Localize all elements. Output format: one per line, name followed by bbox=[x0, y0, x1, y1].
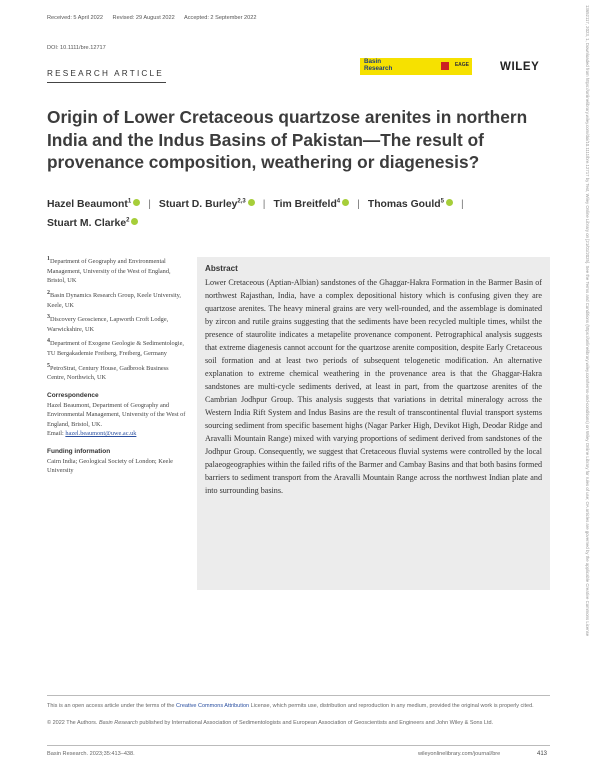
orcid-icon[interactable] bbox=[446, 199, 453, 206]
publisher-logo[interactable]: WILEY bbox=[500, 61, 540, 73]
affiliation: $^4$Department of Exogene Geologie & Sedimentologie, TU Bergakademie Freiberg, Freiberg, Germany bbox=[47, 338, 184, 358]
article-history bbox=[47, 15, 264, 21]
affiliation: $^1$Department of Geography and Environmental Management, University of the West of England, Bristol, UK bbox=[47, 256, 171, 285]
orcid-icon[interactable] bbox=[342, 199, 349, 206]
society-name: EAGE bbox=[454, 62, 469, 68]
revised-date: Revised: 29 August 2022 bbox=[112, 15, 175, 21]
footer-divider bbox=[47, 695, 550, 696]
article-type: RESEARCH ARTICLE bbox=[47, 69, 164, 78]
page-number: 413 bbox=[537, 751, 548, 757]
author[interactable]: Stuart M. Clarke$^2$ bbox=[47, 218, 130, 230]
author[interactable]: Stuart D. Burley$^{2,3}$ bbox=[158, 199, 246, 211]
funding-heading: Funding information bbox=[47, 447, 111, 455]
author[interactable]: Hazel Beaumont$^1$ bbox=[47, 199, 132, 211]
affiliation: $^2$Basin Dynamics Research Group, Keele University, Keele, UK bbox=[47, 289, 181, 309]
abstract-text: Lower Cretaceous (Aptian-Albian) sandstones of the Ghaggar-Hakra Formation in the Barmer Basin of northwest Rajasthan, India, have a complex depositional history which is confusing given they are quartzose arenites. The heavy mineral grains are very well-rounded, and the assemblage is dominated by zircon and rutile grains suggesting that the sediments have been recycled multiple times, whilst the presence of staurolite indicates a metapelite provenance component. Petrographical analysis suggests that extreme diagenesis cannot account for the quartzose arenite composition, despite Early Cretaceous soil formation and at least two periods of subsequent telogenetic modification. An alternative explanation to extreme chemical weathering in the provenance area is that the Ghaggar-Hakra sandstones are multi-cycle sediments derived, at least in part, from the quartzose arenites of the Cambrian Jodhpur Group. This analysis suggests that variations in detrital mineralogy across the Western India Rift System and Indus Basins are the result of transcontinental fluvial transport systems sourcing sediment from specific basement highs (Nagar Parker High, Devikot High, Deodar Ridge and Aravalli Mountain Range) mixed with varying proportions of sediment derived from sandstones of the Jodhpur Group. Consequently, we suggest that Cretaceous fluvial systems were controlled by the local palaeogeographies within the failed rifts of the Barmer and Cambay Basins and that both basins formed barriers to sediment transport from the Aravalli Mountain Range across the northwest Indian plate and into surrounding basins. bbox=[205, 278, 542, 495]
orcid-icon[interactable] bbox=[248, 199, 255, 206]
correspondence-heading: Correspondence bbox=[47, 392, 99, 399]
orcid-icon[interactable] bbox=[133, 199, 140, 206]
journal-name: Basin Research bbox=[364, 58, 393, 72]
journal-url[interactable]: wileyonlinelibrary.com/journal/bre bbox=[418, 751, 501, 757]
bottom-divider bbox=[47, 745, 550, 746]
article-title: Origin of Lower Cretaceous quartzose arenites in northern India and the Indus Basins of Pakistan—The result of provenance composition, weathering or diagenesis? bbox=[47, 107, 528, 172]
author-list-continued bbox=[47, 218, 138, 229]
open-access-note: This is an open access article under the terms of the Creative Commons Attribution License, which permits use, distribution and reproduction in any medium, provided the original work is properly cited. bbox=[47, 703, 534, 709]
license-link[interactable]: Creative Commons Attribution bbox=[176, 703, 250, 709]
abstract-heading: Abstract bbox=[205, 264, 238, 273]
correspondence-text: Hazel Beaumont, Department of Geography and Environmental Management, University of the West of England, Bristol, UK. bbox=[47, 401, 186, 428]
society-logo-icon bbox=[441, 62, 449, 70]
journal-logo[interactable] bbox=[360, 58, 472, 75]
affiliation: $^3$Discovery Geoscience, Lapworth Croft Lodge, Warwickshire, UK bbox=[47, 314, 169, 333]
download-watermark: 13652117, 2023, 1, Downloaded from https://onlinelibrary.wiley.com/doi/10.1111/bre.12717 by Test, Wiley Online Library on [21/01/2025]. See the Terms and Conditions (https://onlinelibrary.wiley.com/terms-and-conditions) on Wiley Online Library for rules of use; OA articles are governed by the applicable Creative Commons License bbox=[585, 5, 590, 637]
author-separator: | bbox=[460, 199, 464, 211]
funding-text: Cairn India; Geological Society of London; Keele University bbox=[47, 457, 173, 475]
affiliation: $^5$PetroStrat, Century House, Gadbrook Business Centre, Northwich, UK bbox=[47, 362, 169, 382]
author-list bbox=[47, 199, 472, 210]
article-type-rule bbox=[47, 82, 166, 83]
author[interactable]: Thomas Gould$^5$ bbox=[367, 199, 444, 211]
accepted-date: Accepted: 2 September 2022 bbox=[184, 15, 257, 21]
doi: DOI: 10.1111/bre.12717 bbox=[47, 45, 106, 51]
affiliations-column bbox=[47, 255, 187, 476]
orcid-icon[interactable] bbox=[131, 218, 138, 225]
copyright-note: © 2022 The Authors. Basin Research published by International Association of Sedimentologists and European Association of Geoscientists and Engineers and John Wiley & Sons Ltd. bbox=[47, 720, 494, 726]
received-date: Received: 5 April 2022 bbox=[47, 15, 103, 21]
citation: Basin Research. 2023;35:413–438. bbox=[47, 751, 135, 757]
correspondence-email: Email: hazel.beaumont@uwe.ac.uk bbox=[47, 430, 137, 438]
author[interactable]: Tim Breitfeld$^4$ bbox=[273, 199, 341, 211]
author-separator: | bbox=[262, 199, 266, 211]
author-separator: | bbox=[357, 199, 360, 211]
author-separator: | bbox=[148, 199, 151, 211]
email-link[interactable]: hazel.beaumont@uwe.ac.uk bbox=[65, 430, 137, 438]
